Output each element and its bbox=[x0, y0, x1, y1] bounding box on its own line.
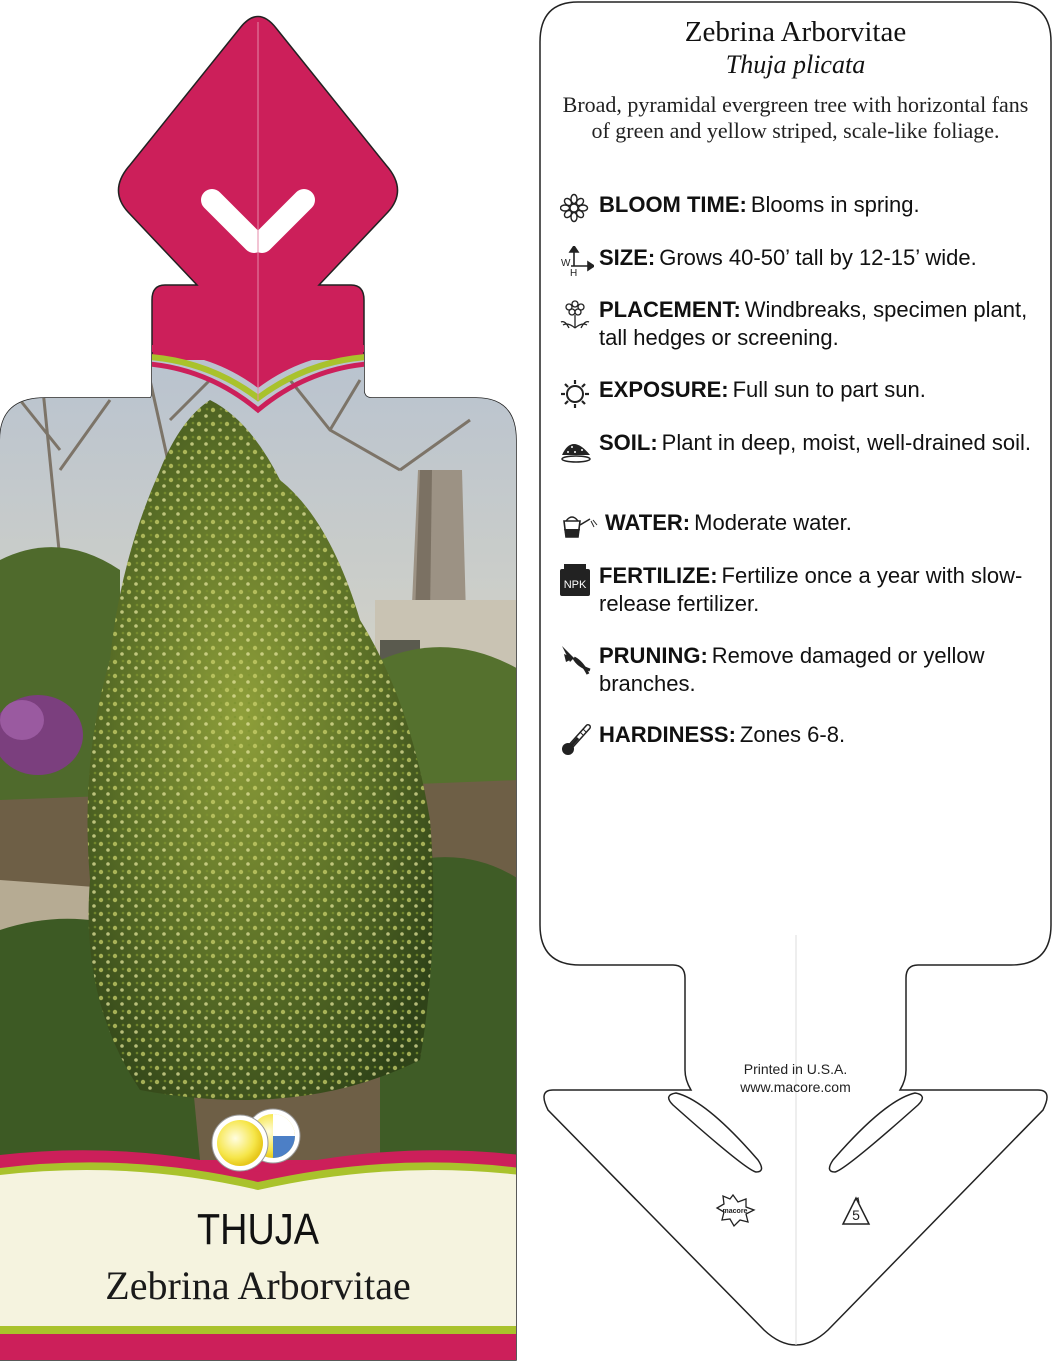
care-value: Windbreaks, specimen plant, tall hedges or screening. bbox=[599, 297, 1028, 350]
size-arrows-icon bbox=[560, 246, 594, 276]
care-label: BLOOM TIME: bbox=[599, 192, 747, 217]
svg-text:NPK: NPK bbox=[563, 579, 587, 591]
front-tag-artwork bbox=[0, 0, 520, 1369]
website-text: www.macore.com bbox=[740, 1079, 851, 1095]
care-value: Grows 40-50’ tall by 12-15’ wide. bbox=[659, 245, 977, 270]
fertilizer-icon bbox=[560, 564, 594, 594]
care-value: Plant in deep, moist, well-drained soil. bbox=[661, 430, 1031, 455]
svg-text:W: W bbox=[561, 258, 571, 269]
back-tag bbox=[538, 0, 1053, 1369]
back-description: Broad, pyramidal evergreen tree with horizontal fans of green and yellow striped, scale-like foliage. bbox=[562, 92, 1029, 143]
care-label: HARDINESS: bbox=[599, 722, 736, 747]
sun-icon bbox=[560, 378, 594, 408]
care-label: PLACEMENT: bbox=[599, 297, 741, 322]
care-label: SOIL: bbox=[599, 430, 658, 455]
care-label: WATER: bbox=[605, 510, 691, 535]
watering-can-icon bbox=[560, 511, 594, 541]
care-value: Zones 6-8. bbox=[739, 722, 846, 747]
care-value: Moderate water. bbox=[694, 510, 852, 535]
pruners-icon bbox=[560, 644, 594, 674]
back-footer bbox=[698, 1060, 893, 1096]
back-botanical-name: Thuja plicata bbox=[725, 50, 866, 79]
front-common-name: THUJA bbox=[197, 1205, 319, 1254]
care-label: FERTILIZE: bbox=[599, 563, 718, 588]
flower-icon bbox=[560, 193, 594, 223]
svg-text:H: H bbox=[570, 268, 578, 276]
svg-text:5: 5 bbox=[852, 1207, 860, 1223]
care-label: PRUNING: bbox=[599, 643, 708, 668]
soil-icon bbox=[560, 431, 594, 461]
thermometer-icon bbox=[560, 723, 594, 753]
back-plant-title: Zebrina Arborvitae bbox=[684, 16, 907, 48]
care-value: Full sun to part sun. bbox=[732, 377, 926, 402]
front-tag bbox=[0, 0, 520, 1369]
care-label: EXPOSURE: bbox=[599, 377, 729, 402]
care-value: Blooms in spring. bbox=[750, 192, 920, 217]
care-label: SIZE: bbox=[599, 245, 656, 270]
front-variety-name: Zebrina Arborvitae bbox=[105, 1263, 411, 1308]
care-value: Fertilize once a year with slow-release fertilizer. bbox=[599, 563, 1023, 616]
printed-in-text: Printed in U.S.A. bbox=[743, 1061, 848, 1077]
svg-text:macore: macore bbox=[722, 1208, 748, 1215]
care-value: Remove damaged or yellow branches. bbox=[599, 643, 985, 696]
placement-icon bbox=[560, 298, 594, 328]
